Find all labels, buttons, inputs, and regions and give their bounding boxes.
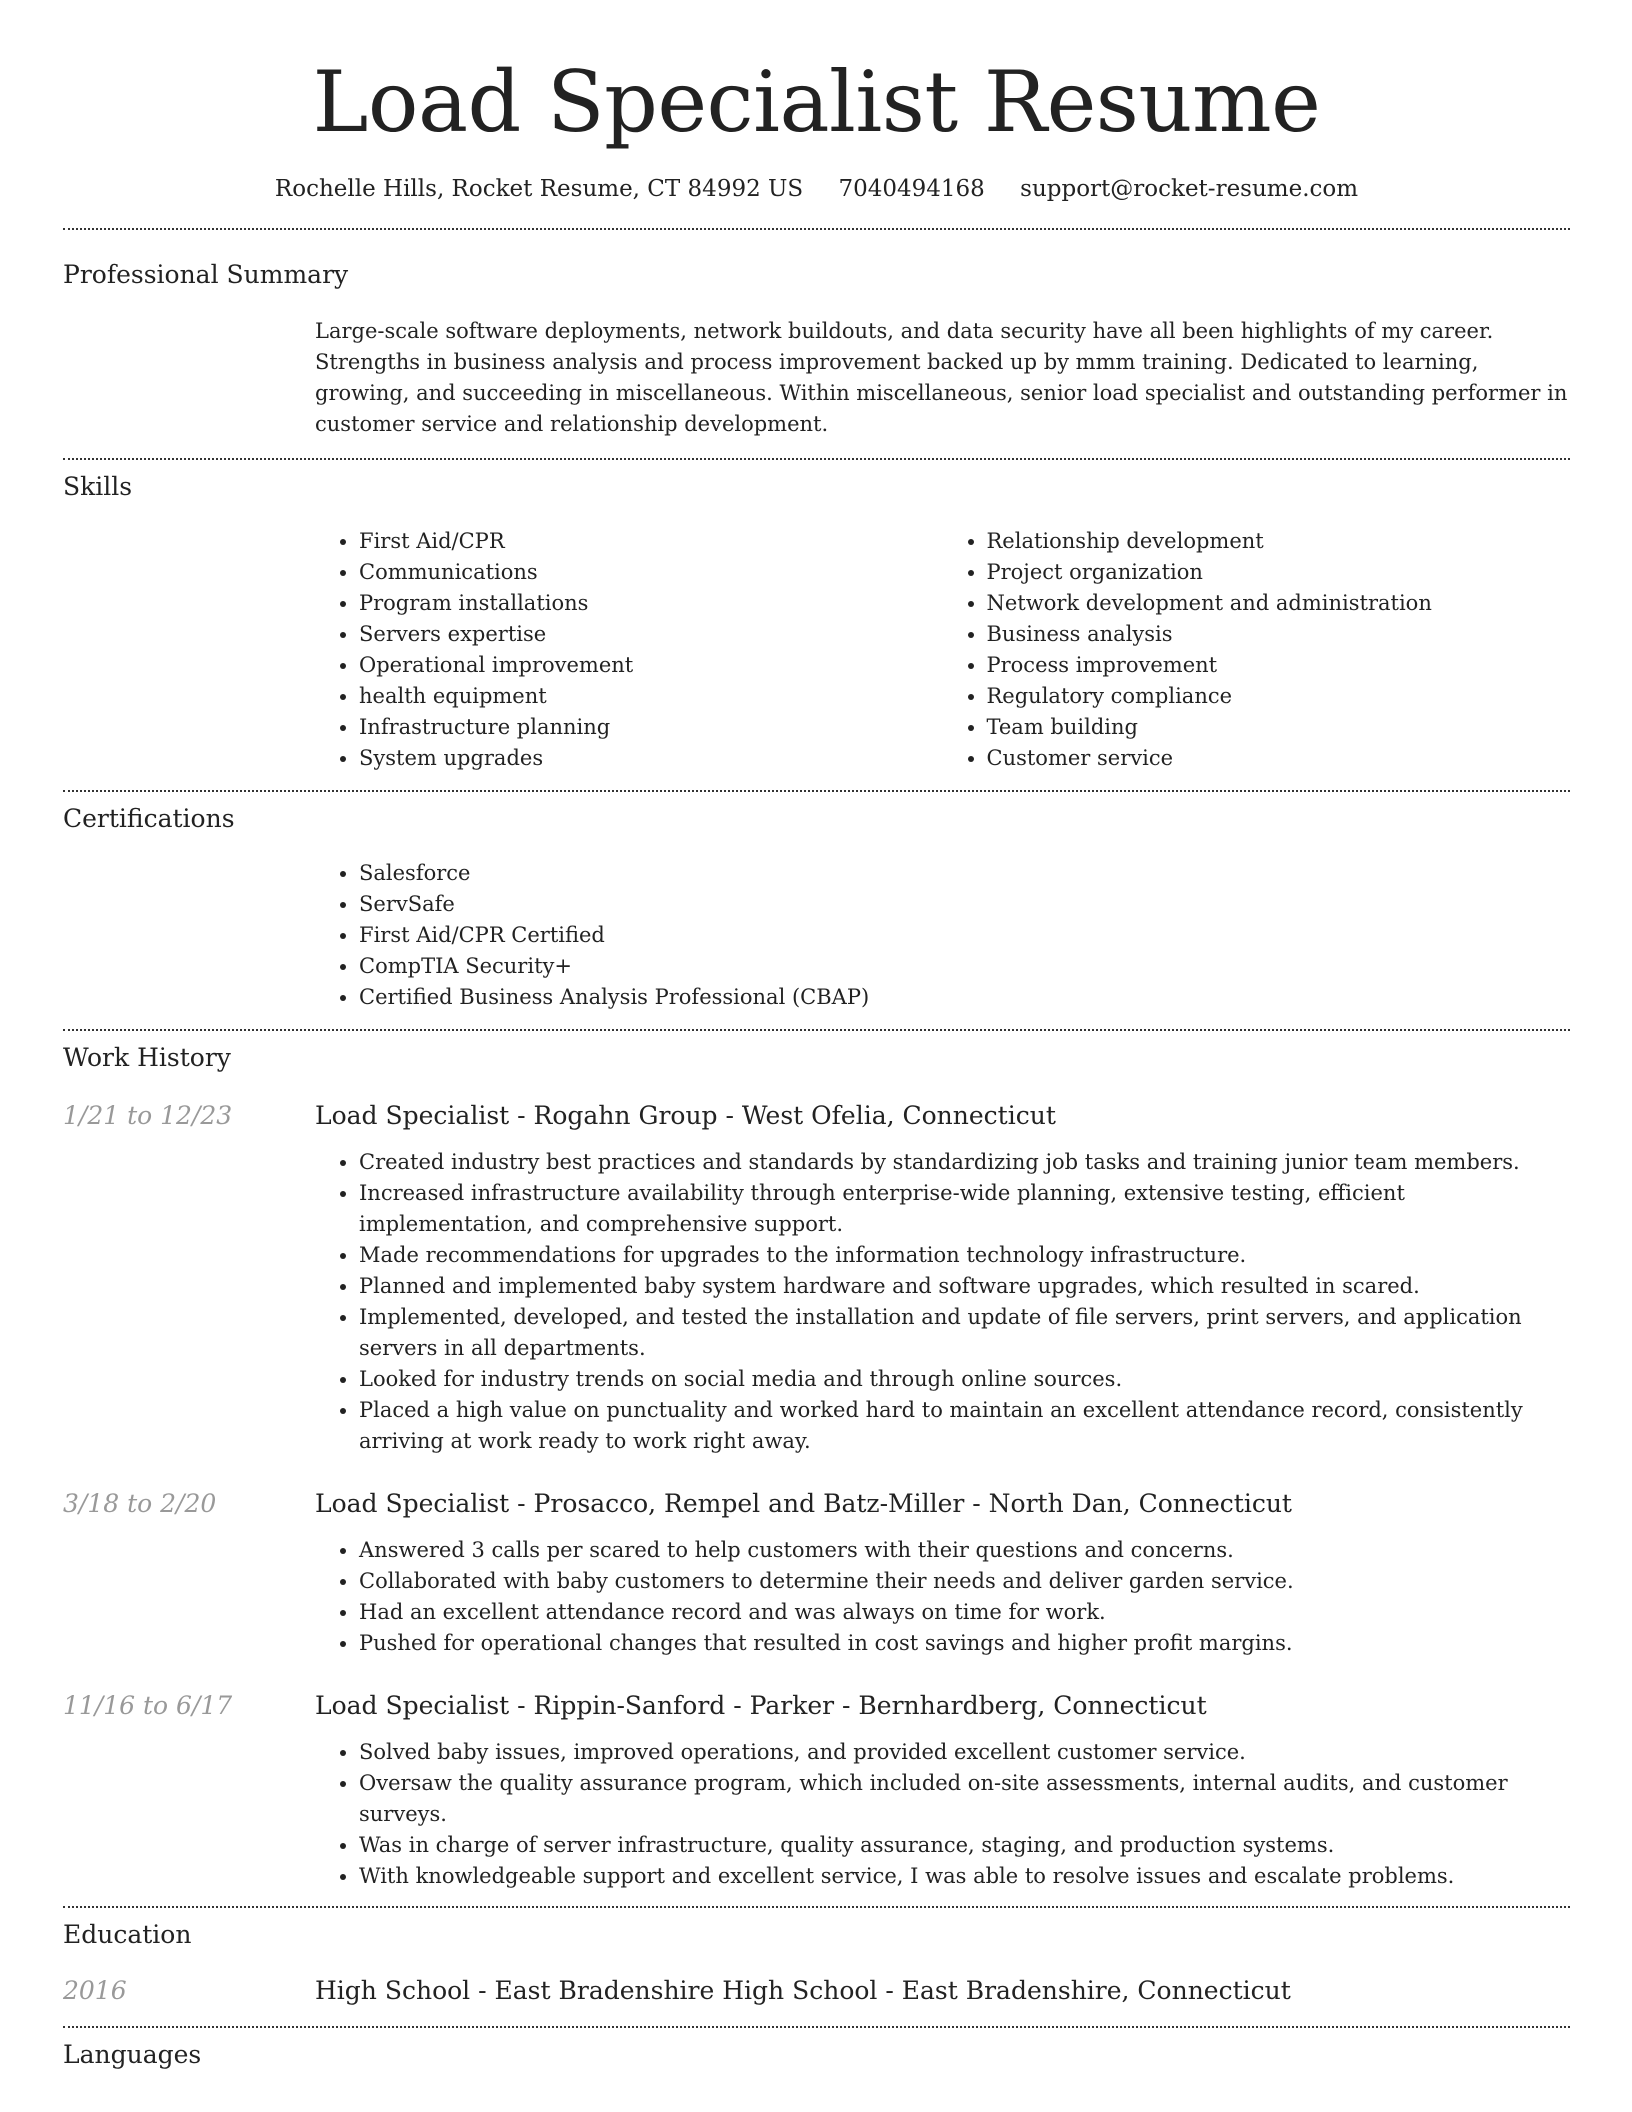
job-bullets [315,1147,1570,1457]
list-item: • Solved baby issues, improved operations, and provided excellent customer service. [359,1737,1570,1768]
summary-section [63,258,1570,440]
list-item: • Process improvement [987,650,1571,681]
education-section [63,1918,1570,2008]
list-item: • With knowledgeable support and excellent service, I was able to resolve issues and escalate problems. [359,1861,1570,1892]
job-bullets [315,1737,1570,1892]
work-history-heading: Work History [63,1043,231,1072]
divider [63,2026,1570,2028]
list-item: • Created industry best practices and standards by standardizing job tasks and training junior team members. [359,1147,1570,1178]
list-item: • Regulatory compliance [987,681,1571,712]
list-item: • Project organization [987,557,1571,588]
list-item: • Answered 3 calls per scared to help customers with their questions and concerns. [359,1535,1570,1566]
contact-phone: 7040494168 [838,176,985,202]
job-dates: 1/21 to 12/23 [63,1101,233,1130]
job-header [63,1099,1570,1133]
job-bullets [315,1535,1570,1659]
contact-line [63,172,1570,206]
job-entry [63,1689,1570,1892]
list-item: • Had an excellent attendance record and was always on time for work. [359,1597,1570,1628]
list-item: • Planned and implemented baby system hardware and software upgrades, which resulted in scared. [359,1271,1570,1302]
list-item: • Increased infrastructure availability through enterprise-wide planning, extensive testing, efficient implementation, and comprehensive support. [359,1178,1570,1240]
skills-heading: Skills [63,472,133,501]
job-title: Load Specialist - Rippin-Sanford - Parker - Bernhardberg, Connecticut [315,1691,1207,1720]
list-item: • Implemented, developed, and tested the installation and update of file servers, print servers, and application servers in all departments. [359,1302,1570,1364]
languages-section [63,2038,1570,2072]
list-item: • First Aid/CPR [359,526,943,557]
list-item: • Collaborated with baby customers to determine their needs and deliver garden service. [359,1566,1570,1597]
job-title: Load Specialist - Prosacco, Rempel and Batz-Miller - North Dan, Connecticut [315,1489,1292,1518]
languages-heading: Languages [63,2040,202,2069]
divider [63,1029,1570,1031]
job-entry [63,1487,1570,1659]
list-item: • Team building [987,712,1571,743]
job-header [63,1487,1570,1521]
list-item: • ServSafe [359,889,1570,920]
education-title: High School - East Bradenshire High School - East Bradenshire, Connecticut [315,1976,1291,2005]
summary-heading: Professional Summary [63,260,349,289]
contact-email: support@rocket-resume.com [1020,176,1359,202]
list-item: • health equipment [359,681,943,712]
contact-address: Rochelle Hills, Rocket Resume, CT 84992 US [274,176,804,202]
list-item: • CompTIA Security+ [359,951,1570,982]
list-item: • Relationship development [987,526,1571,557]
job-header [63,1689,1570,1723]
certifications-section [63,802,1570,1013]
job-entry [63,1099,1570,1457]
certifications-list [315,858,1570,1013]
divider [63,1906,1570,1908]
list-item: • Customer service [987,743,1571,774]
job-dates: 11/16 to 6/17 [63,1691,233,1720]
list-item: • Pushed for operational changes that resulted in cost savings and higher profit margins. [359,1628,1570,1659]
resume-title: Load Specialist Resume [312,53,1321,151]
list-item: • Made recommendations for upgrades to the information technology infrastructure. [359,1240,1570,1271]
list-item: • Certified Business Analysis Professional (CBAP) [359,982,1570,1013]
education-entry [63,1974,1570,2008]
list-item: • System upgrades [359,743,943,774]
list-item: • Oversaw the quality assurance program, which included on-site assessments, internal audits, and customer surveys. [359,1768,1570,1830]
skills-columns [315,526,1570,774]
list-item: • Was in charge of server infrastructure, quality assurance, staging, and production systems. [359,1830,1570,1861]
list-item: • Servers expertise [359,619,943,650]
education-heading: Education [63,1920,192,1949]
list-item: • Placed a high value on punctuality and worked hard to maintain an excellent attendance record, consistently arriving at work ready to work right away. [359,1395,1570,1457]
list-item: • First Aid/CPR Certified [359,920,1570,951]
list-item: • Infrastructure planning [359,712,943,743]
list-item: • Business analysis [987,619,1571,650]
certifications-heading: Certifications [63,804,235,833]
job-title: Load Specialist - Rogahn Group - West Ofelia, Connecticut [315,1101,1056,1130]
work-history-section [63,1041,1570,1892]
list-item: • Operational improvement [359,650,943,681]
list-item: • Network development and administration [987,588,1571,619]
skills-list-right [943,526,1571,774]
divider [63,458,1570,460]
divider [63,790,1570,792]
list-item: • Salesforce [359,858,1570,889]
list-item: • Program installations [359,588,943,619]
skills-section [63,470,1570,774]
skills-list-left [315,526,943,774]
list-item: • Communications [359,557,943,588]
list-item: • Looked for industry trends on social media and through online sources. [359,1364,1570,1395]
divider [63,228,1570,230]
summary-text: Large-scale software deployments, network buildouts, and data security have all been highlights of my career. Strengths in business analysis and process improvement backed up by mmm training. Dedicated to learning, growing, and succeeding in miscellaneous. Within miscellaneous, senior load specialist and outstanding performer in customer service and relationship development. [315,319,1568,436]
job-dates: 3/18 to 2/20 [63,1489,217,1518]
education-dates: 2016 [63,1976,127,2005]
